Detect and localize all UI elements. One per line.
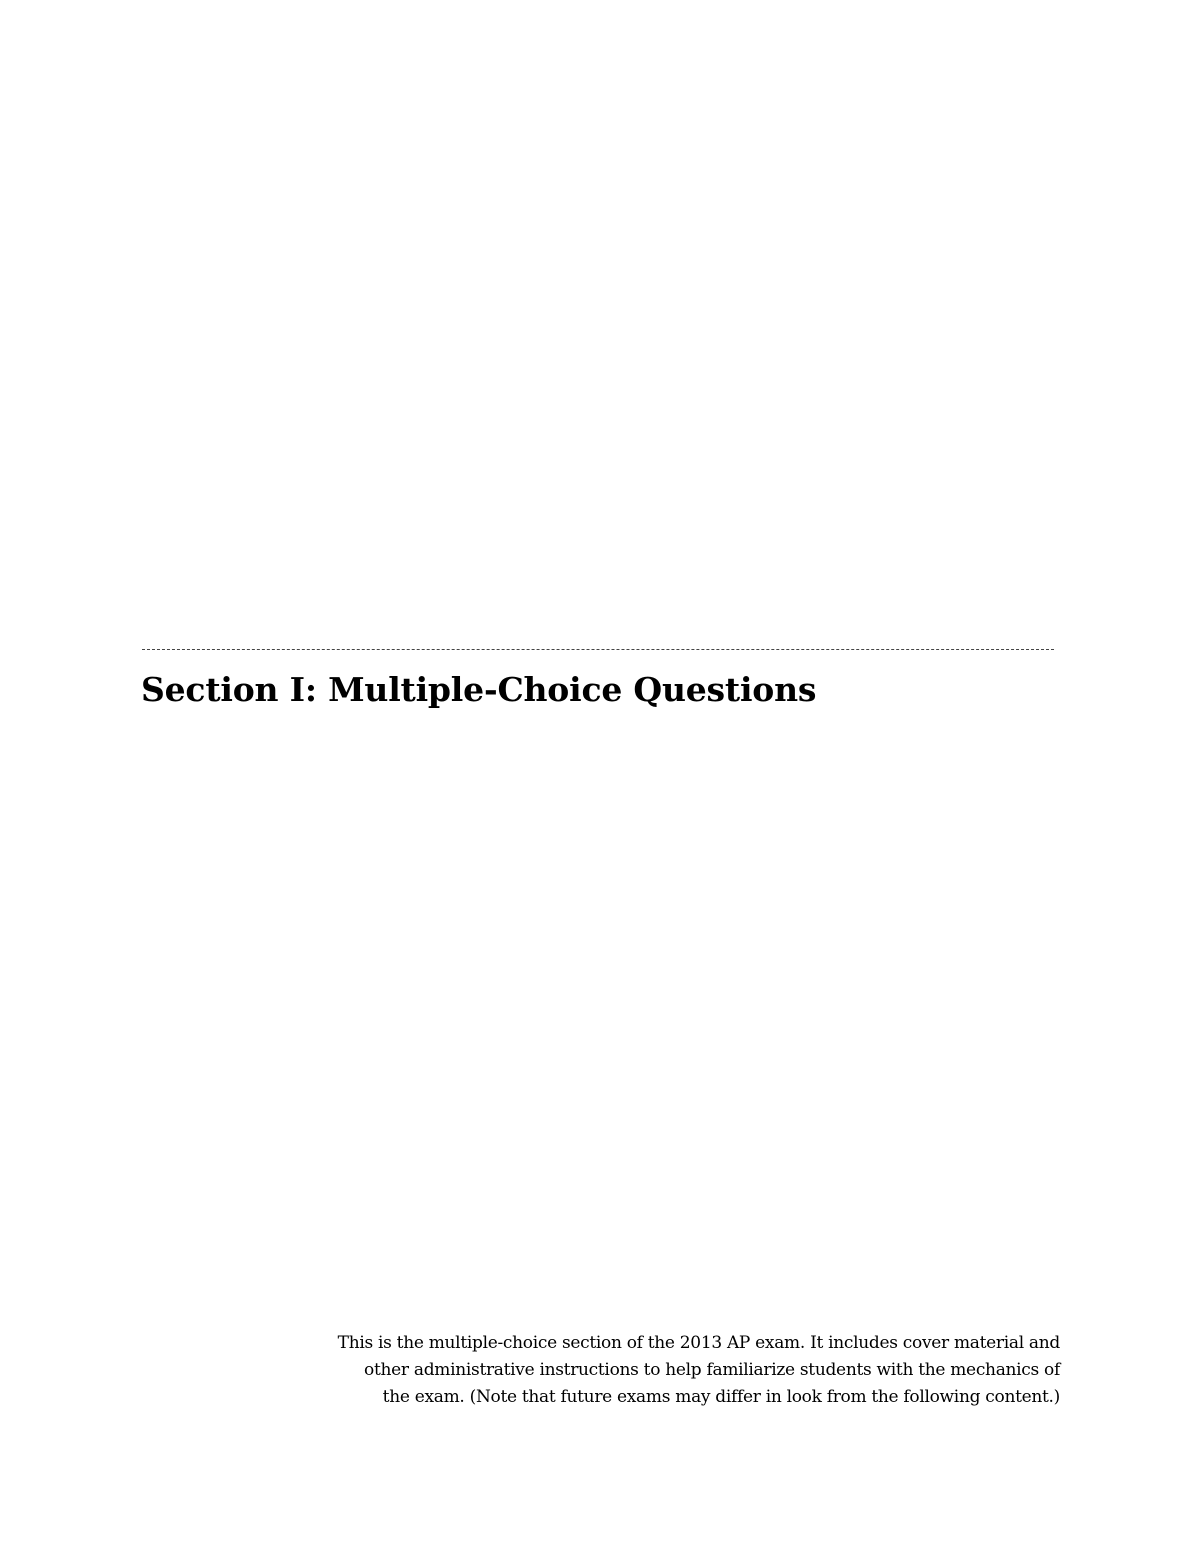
intro-note-line: other administrative instructions to help familiarize students with the mechanics of — [364, 1360, 1060, 1380]
intro-note-line: the exam. (Note that future exams may differ in look from the following content.) — [382, 1387, 1060, 1407]
intro-note-paragraph — [180, 1330, 1060, 1411]
section-divider-dashed-line — [142, 649, 1054, 650]
section-title: Section I: Multiple-Choice Questions — [141, 670, 817, 709]
intro-note-line: This is the multiple-choice section of the 2013 AP exam. It includes cover material and — [337, 1333, 1060, 1353]
